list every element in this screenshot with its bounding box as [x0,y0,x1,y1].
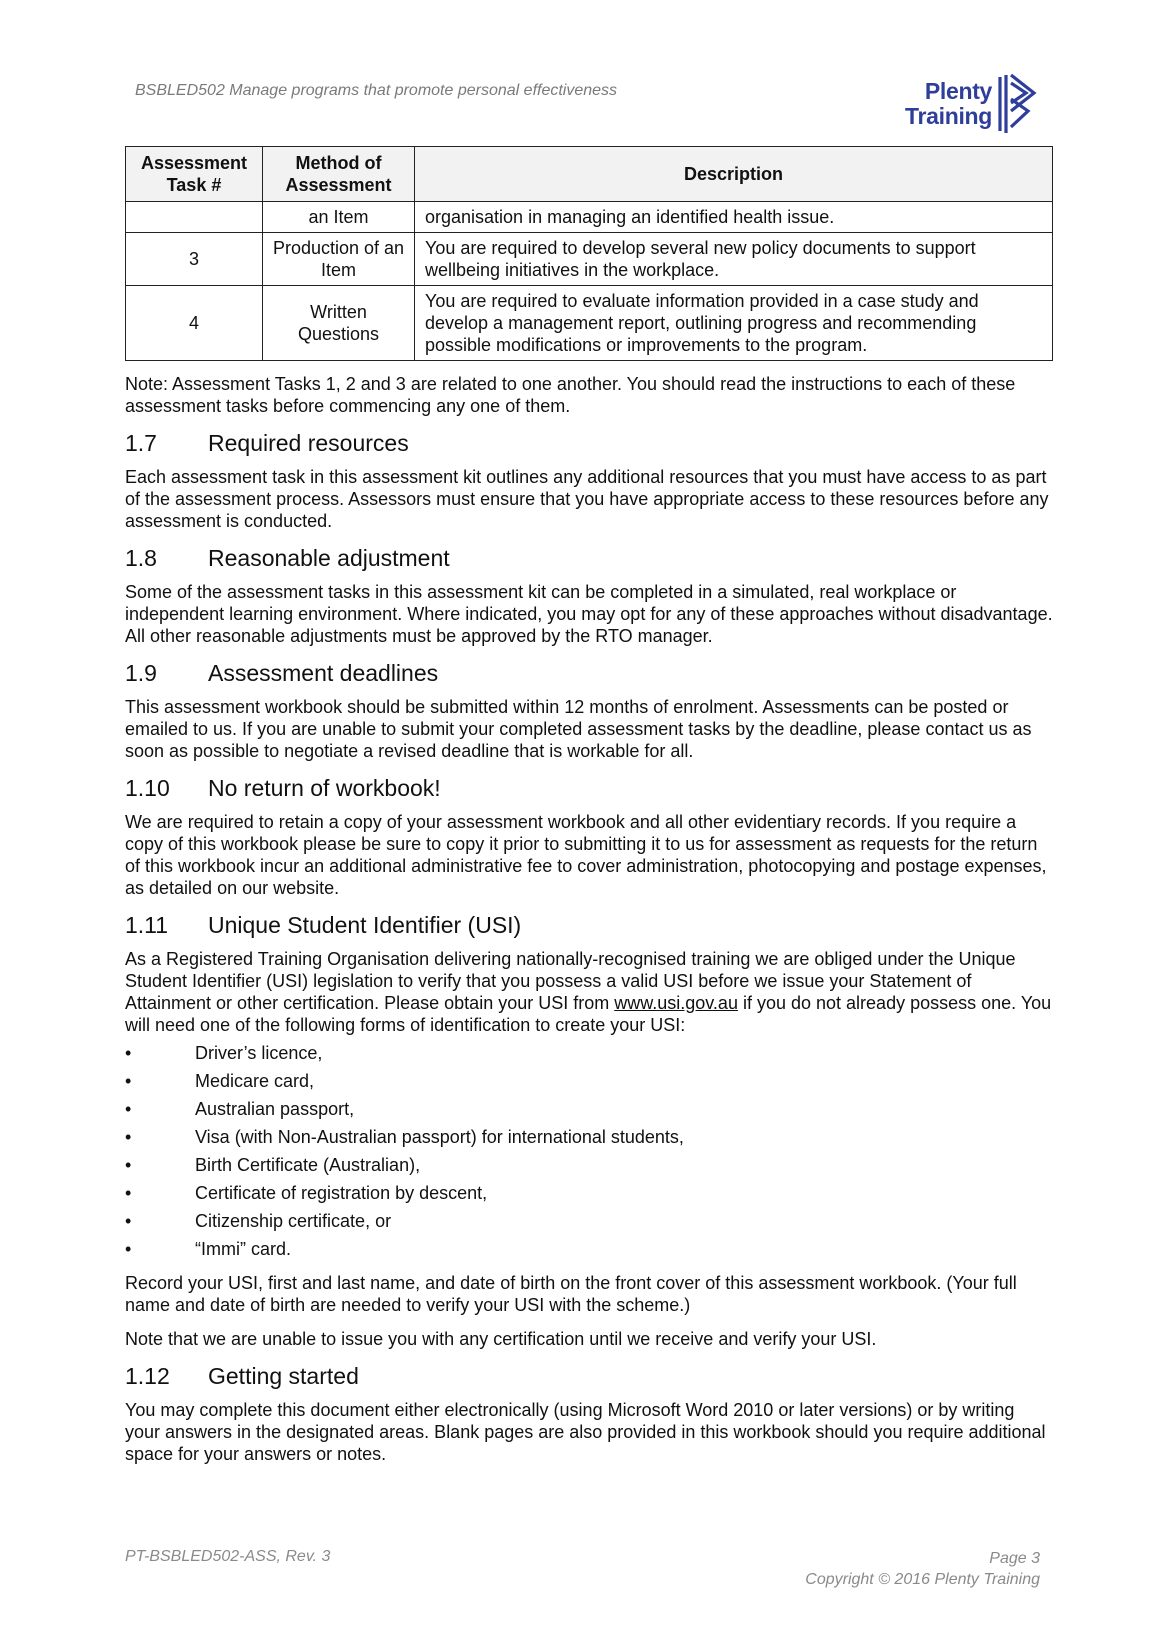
section-heading-required-resources [125,429,1053,457]
list-item [125,1126,1053,1148]
section-title: Assessment deadlines [208,660,439,686]
assessment-tasks-table [125,146,1053,361]
table-row [126,202,1053,233]
method-cell: an Item [263,202,415,233]
method-cell: Production of an Item [263,233,415,286]
list-item-text: Australian passport, [195,1099,355,1119]
task-number-cell: 4 [126,286,263,361]
section-body-getting-started: You may complete this document either electronically (using Microsoft Word 2010 or later versions) or by writing your answers in the designated areas. Blank pages are also provided in this workbook should you require additional space for your answers or notes. [125,1400,1046,1464]
section-number: 1.8 [125,545,157,571]
section-heading-reasonable-adjustment [125,544,1053,572]
list-item [125,1182,1053,1204]
section-body-no-return-of-workbook: We are required to retain a copy of your assessment workbook and all other evidentiary records. If you require a copy of this workbook please be sure to copy it prior to submitting it to us for assessment as requests for the return of this workbook incur an additional administrative fee to cover administration, photocopying and postage expenses, as detailed on our website. [125,812,1047,898]
list-item-text: Driver’s licence, [195,1043,323,1063]
description-cell: You are required to develop several new policy documents to support wellbeing initiatives in the workplace. [415,233,1053,286]
usi-text-after-link: if you do not already possess one. You will need one of the following forms of identification to create your USI: [125,993,1052,1035]
bullet-icon: • [125,1127,132,1147]
list-item-text: Birth Certificate (Australian), [195,1155,421,1175]
list-item-text: Citizenship certificate, or [195,1211,392,1231]
usi-record-instructions: Record your USI, first and last name, and date of birth on the front cover of this assessment workbook. (Your full name and date of birth are needed to verify your USI with the scheme.) [125,1273,1017,1315]
usi-text-before-link: As a Registered Training Organisation delivering nationally-recognised training we are obliged under the Unique Student Identifier (USI) legislation to verify that you possess a valid USI before we issue your Statement of Attainment or other certification. Please obtain your USI from [125,949,1016,1013]
bullet-icon: • [125,1099,132,1119]
section-body-assessment-deadlines: This assessment workbook should be submitted within 12 months of enrolment. Assessments can be posted or emailed to us. If you are unable to submit your completed assessment tasks by the deadline, please contact us as soon as possible to negotiate a revised deadline that is workable for all. [125,697,1032,761]
identification-list [125,1042,1053,1260]
task-number-cell: 3 [126,233,263,286]
task-number-cell [126,202,263,233]
bullet-icon: • [125,1071,132,1091]
header-document-title: BSBLED502 Manage programs that promote personal effectiveness [135,82,618,99]
table-header-row [126,147,1053,202]
list-item-text: Certificate of registration by descent, [195,1183,488,1203]
header-method-of-assessment: Method of Assessment [263,147,415,202]
usi-certification-note: Note that we are unable to issue you with any certification until we receive and verify your USI. [125,1329,877,1349]
logo-chevron-icon [996,71,1038,137]
list-item-text: Visa (with Non-Australian passport) for international students, [195,1127,684,1147]
description-cell: You are required to evaluate information provided in a case study and develop a management report, outlining progress and recommending possible modifications or improvements to the program. [415,286,1053,361]
section-heading-no-return-of-workbook [125,774,1053,802]
bullet-icon: • [125,1211,132,1231]
section-title: Required resources [208,430,409,456]
section-number: 1.12 [125,1363,170,1389]
bullet-icon: • [125,1155,132,1175]
bullet-icon: • [125,1239,132,1259]
assessment-note: Note: Assessment Tasks 1, 2 and 3 are related to one another. You should read the instructions to each of these assessment tasks before commencing any one of them. [125,374,1016,416]
section-title: Unique Student Identifier (USI) [208,912,522,938]
section-title: No return of workbook! [208,775,441,801]
header-assessment-task: Assessment Task # [126,147,263,202]
section-body-required-resources: Each assessment task in this assessment kit outlines any additional resources that you must have access to as part of the assessment process. Assessors must ensure that you have appropriate access to these resources before any assessment is conducted. [125,467,1049,531]
logo-line-1: Plenty [924,78,993,104]
section-heading-assessment-deadlines [125,659,1053,687]
table-row [126,286,1053,361]
list-item-text: “Immi” card. [195,1239,291,1259]
footer-copyright: Copyright © 2016 Plenty Training [805,1571,1040,1588]
section-number: 1.11 [125,912,169,938]
footer-document-code: PT-BSBLED502-ASS, Rev. 3 [125,1548,331,1565]
section-heading-getting-started [125,1362,1053,1390]
bullet-icon: • [125,1043,132,1063]
section-title: Reasonable adjustment [208,545,450,571]
list-item [125,1210,1053,1232]
bullet-icon: • [125,1183,132,1203]
logo-text [905,79,992,129]
footer-right [805,1548,1040,1590]
section-heading-usi [125,911,1053,939]
usi-website-link[interactable]: www.usi.gov.au [614,993,738,1013]
section-title: Getting started [208,1363,359,1389]
section-body-usi [125,948,1053,1036]
header-description: Description [415,147,1053,202]
footer-page-number: Page 3 [989,1550,1040,1567]
section-body-reasonable-adjustment: Some of the assessment tasks in this assessment kit can be completed in a simulated, real workplace or independent learning environment. Where indicated, you may opt for any of these approaches without disadvantage. All other reasonable adjustments must be approved by the RTO manager. [125,582,1053,646]
list-item [125,1042,1053,1064]
list-item [125,1098,1053,1120]
section-number: 1.7 [125,430,157,456]
section-number: 1.10 [125,775,170,801]
list-item-text: Medicare card, [195,1071,315,1091]
list-item [125,1238,1053,1260]
plenty-training-logo [905,70,1053,138]
method-cell: Written Questions [263,286,415,361]
logo-line-2: Training [905,103,993,129]
list-item [125,1070,1053,1092]
section-number: 1.9 [125,660,157,686]
list-item [125,1154,1053,1176]
main-content [125,146,1053,1465]
description-cell: organisation in managing an identified health issue. [415,202,1053,233]
table-row [126,233,1053,286]
